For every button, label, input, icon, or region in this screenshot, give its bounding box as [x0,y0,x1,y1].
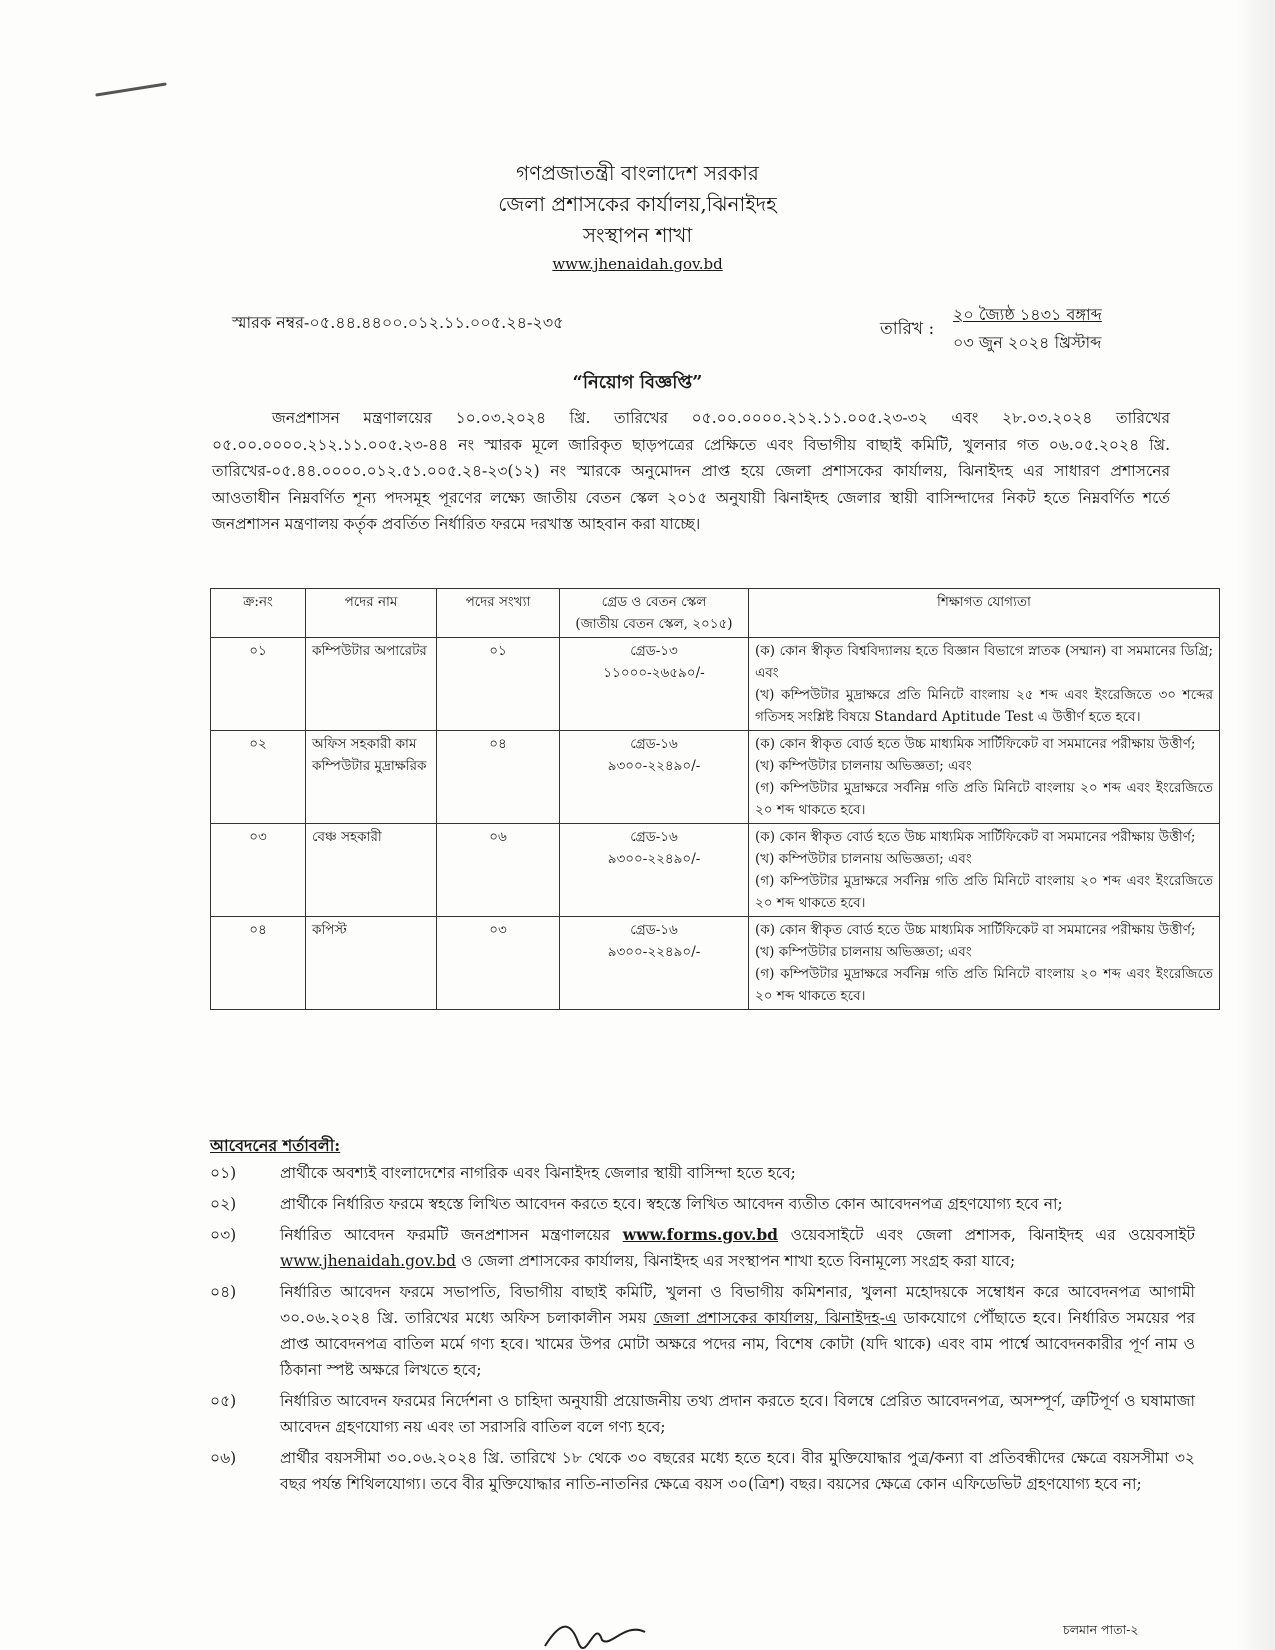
condition-text: প্রার্থীকে অবশ্যই বাংলাদেশের নাগরিক এবং ঝিনাইদহ জেলার স্থায়ী বাসিন্দা হতে হবে; [280,1164,796,1182]
table-row [211,824,1220,917]
condition-item [210,1279,1195,1383]
header-grade-line2: (জাতীয় বেতন স্কেল, ২০১৫) [575,616,733,632]
education-item: (খ) কম্পিউটার চালনায় অভিজ্ঞতা; এবং [755,758,972,774]
education-item: (খ) কম্পিউটার চালনায় অভিজ্ঞতা; এবং [755,944,972,960]
table-header-row [211,589,1220,638]
row-pay-scale: ৯৩০০-২২৪৯০/- [607,851,701,867]
notice-title: “নিয়োগ বিজ্ঞপ্তি” [572,372,703,393]
education-item: (গ) কম্পিউটার মুদ্রাক্ষরে সর্বনিম্ন গতি প্রতি মিনিটে বাংলায় ২০ শব্দ এবং ইংরেজিতে ২০ শব্দ থাকতে হবে। [755,780,1213,818]
condition-item [210,1388,1195,1440]
row-post-count: ০১ [437,638,560,731]
row-grade [560,638,749,731]
row-grade [560,731,749,824]
row-post-name: বেঞ্চ সহকারী [306,824,437,917]
row-post-name: অফিস সহকারী কাম কম্পিউটার মুদ্রাক্ষরিক [306,731,437,824]
row-grade-label: গ্রেড-১৬ [630,922,678,938]
row-pay-scale: ৯৩০০-২২৪৯০/- [607,944,701,960]
condition-text-part: ডাকযোগে পৌঁছাতে হবে। নির্ধারিত সময়ের পর প্রাপ্ত আবেদনপত্র বাতিল মর্মে গণ্য হবে। খামের উপর মোটা অক্ষরে পদের নাম, বিশেষ কোটা (যদি থাকে) এবং বাম পার্শ্বে আবেদনকারীর পূর্ণ নাম ও ঠিকানা স্পষ্ট অক্ষরে লিখতে হবে; [280,1309,1195,1379]
letterhead [0,158,1275,277]
condition-number: ০২) [210,1195,237,1213]
table-row [211,917,1220,1010]
row-post-count: ০৪ [437,731,560,824]
row-post-count: ০৬ [437,824,560,917]
intro-paragraph: জনপ্রশাসন মন্ত্রণালয়ের ১০.০৩.২০২৪ খ্রি. তারিখের ০৫.০০.০০০০.২১২.১১.০০৫.২৩-৩২ এবং ২৮.০৩.২০২৪ তারিখের ০৫.০০.০০০০.২১২.১১.০০৫.২৩-৪৪ নং স্মারক মূলে জারিকৃত ছাড়পত্রের প্রেক্ষিতে এবং বিভাগীয় বাছাই কমিটি, খুলনার গত ০৬.০৫.২০২৪ খ্রি. তারিখের-০৫.৪৪.০০০০.০১২.৫১.০০৫.২৪-২৩(১২) নং স্মারকে অনুমোদন প্রাপ্ত হয়ে জেলা প্রশাসকের কার্যালয়, ঝিনাইদহ এর সাধারণ প্রশাসনের আওতাধীন নিম্নবর্ণিত শূন্য পদসমূহ পূরণের লক্ষ্যে জাতীয় বেতন স্কেল ২০১৫ অনুযায়ী ঝিনাইদহ জেলার স্থায়ী বাসিন্দাদের নিকট হতে নিম্নবর্ণিত শর্তে জনপ্রশাসন মন্ত্রণালয় কর্তৃক প্রবর্তিত নির্ধারিত ফরমে দরখাস্ত আহবান করা যাচ্ছে। [212,409,1170,533]
memo-number: স্মারক নম্বর-০৫.৪৪.৪৪০০.০১২.১১.০০৫.২৪-২৩৫ [232,313,564,332]
condition-item [210,1191,1195,1217]
education-item: (খ) কম্পিউটার চালনায় অভিজ্ঞতা; এবং [755,851,972,867]
condition-text: নির্ধারিত আবেদন ফরমের নির্দেশনা ও চাহিদা অনুযায়ী প্রয়োজনীয় তথ্য প্রদান করতে হবে। বিলম্বে প্রেরিত আবেদনপত্র, অসম্পূর্ণ, ত্রুটিপূর্ণ ও ঘষামাজা আবেদন গ্রহণযোগ্য নয় এবং তা সরাসরি বাতিল বলে গণ্য হবে; [280,1392,1195,1436]
education-item: (ক) কোন স্বীকৃত বোর্ড হতে উচ্চ মাধ্যমিক সার্টিফিকেট বা সমমানের পরীক্ষায় উত্তীর্ণ; [755,736,1196,752]
condition-item [210,1160,1195,1186]
row-grade [560,917,749,1010]
row-serial: ০১ [211,638,306,731]
signature-mark [540,1612,650,1650]
condition-text [280,1279,1195,1383]
section-name: সংস্থাপন শাখা [582,223,693,247]
conditions-heading: আবেদনের শর্তাবলী: [210,1136,341,1155]
header-serial: ক্র:নং [211,589,306,638]
row-education [749,917,1220,1010]
header-post-count: পদের সংখ্যা [437,589,560,638]
row-serial: ০৪ [211,917,306,1010]
header-education: শিক্ষাগত যোগ্যতা [749,589,1220,638]
date-bangla: ২০ জ্যৈষ্ঠ ১৪৩১ বঙ্গাব্দ [953,305,1102,324]
condition-text: প্রার্থীর বয়সসীমা ৩০.০৬.২০২৪ খ্রি. তারিখে ১৮ থেকে ৩০ বছরের মধ্যে হতে হবে। বীর মুক্তিযোদ্ধার পুত্র/কন্যা বা প্রতিবন্ধীদের ক্ষেত্রে বয়সসীমা ৩২ বছর পর্যন্ত শিথিলযোগ্য। তবে বীর মুক্তিযোদ্ধার নাতি-নাতনির ক্ষেত্রে বয়স ৩০(ত্রিশ) বছর। বয়সের ক্ষেত্রে কোন এফিডেভিট গ্রহণযোগ্য হবে না; [280,1449,1195,1493]
condition-number: ০৫) [210,1392,237,1410]
govt-name: গণপ্রজাতন্ত্রী বাংলাদেশ সরকার [516,161,759,185]
header-post-name: পদের নাম [306,589,437,638]
continued-page-note: চলমান পাতা-২ [1063,1622,1139,1637]
website-link[interactable]: www.jhenaidah.gov.bd [552,255,723,273]
row-grade-label: গ্রেড-১৬ [630,736,678,752]
condition-number: ০৬) [210,1449,237,1467]
row-serial: ০৩ [211,824,306,917]
condition-item [210,1222,1195,1274]
row-pay-scale: ১১০০০-২৬৫৯০/- [603,665,705,681]
district-website-link[interactable]: www.jhenaidah.gov.bd [280,1252,457,1270]
date-english: ০৩ জুন ২০২৪ খ্রিস্টাব্দ [953,333,1102,352]
row-post-name: কম্পিউটার অপারেটর [306,638,437,731]
office-address-underlined: জেলা প্রশাসকের কার্যালয়, ঝিনাইদহ-এ [653,1309,897,1327]
vacancy-table [210,588,1220,1010]
condition-text-part: ও জেলা প্রশাসকের কার্যালয়, ঝিনাইদহ এর সংস্থাপন শাখা হতে বিনামূল্যে সংগ্রহ করা যাবে; [456,1252,1016,1270]
forms-website-link[interactable]: www.forms.gov.bd [622,1225,779,1244]
row-education [749,731,1220,824]
condition-item [210,1445,1195,1497]
row-grade [560,824,749,917]
date-label: তারিখ : [880,319,935,339]
row-pay-scale: ৯৩০০-২২৪৯০/- [607,758,701,774]
condition-text [280,1222,1195,1274]
header-grade [560,589,749,638]
pen-stroke-mark [95,82,167,96]
condition-text-part: ওয়েবসাইটে এবং জেলা প্রশাসক, ঝিনাইদহ এর ওয়েবসাইট [778,1226,1195,1244]
education-item: (গ) কম্পিউটার মুদ্রাক্ষরে সর্বনিম্ন গতি প্রতি মিনিটে বাংলায় ২০ শব্দ এবং ইংরেজিতে ২০ শব্দ থাকতে হবে। [755,966,1213,1004]
condition-number: ০১) [210,1164,237,1182]
row-grade-label: গ্রেড-১৬ [630,829,678,845]
education-item: (খ) কম্পিউটার মুদ্রাক্ষরে প্রতি মিনিটে বাংলায় ২৫ শব্দ এবং ইংরেজিতে ৩০ শব্দের গতিসহ সংশ্লিষ্ট বিষয়ে Standard Aptitude Test এ উত্তীর্ণ হতে হবে। [755,687,1213,725]
education-item: (ক) কোন স্বীকৃত বিশ্ববিদ্যালয় হতে বিজ্ঞান বিভাগে স্নাতক (সম্মান) বা সমমানের ডিগ্রি; এবং [755,643,1213,681]
row-grade-label: গ্রেড-১৩ [630,643,678,659]
education-item: (গ) কম্পিউটার মুদ্রাক্ষরে সর্বনিম্ন গতি প্রতি মিনিটে বাংলায় ২০ শব্দ এবং ইংরেজিতে ২০ শব্দ থাকতে হবে। [755,873,1213,911]
condition-text-part: নির্ধারিত আবেদন ফরমটি জনপ্রশাসন মন্ত্রণালয়ের [280,1226,623,1244]
row-post-count: ০৩ [437,917,560,1010]
condition-text: প্রার্থীকে নির্ধারিত ফরমে স্বহস্তে লিখিত আবেদন করতে হবে। স্বহস্তে লিখিত আবেদন ব্যতীত কোন আবেদনপত্র গ্রহণযোগ্য হবে না; [280,1195,1063,1213]
row-serial: ০২ [211,731,306,824]
condition-number: ০৩) [210,1226,237,1244]
condition-text-part: নির্ধারিত আবেদন ফরমে সভাপতি, বিভাগীয় বাছাই কমিটি, খুলনা ও বিভাগীয় কমিশনার, খুলনা মহোদয়কে সম্বোধন করে আবেদনপত্র আগামী ৩০.০৬.২০২৪ খ্রি. তারিখের মধ্যে অফিস চলাকালীন সময় [280,1283,1195,1327]
conditions-list [210,1160,1195,1502]
education-item: (ক) কোন স্বীকৃত বোর্ড হতে উচ্চ মাধ্যমিক সার্টিফিকেট বা সমমানের পরীক্ষায় উত্তীর্ণ; [755,922,1196,938]
education-item: (ক) কোন স্বীকৃত বোর্ড হতে উচ্চ মাধ্যমিক সার্টিফিকেট বা সমমানের পরীক্ষায় উত্তীর্ণ; [755,829,1196,845]
office-name: জেলা প্রশাসকের কার্যালয়,ঝিনাইদহ [498,192,777,216]
table-row [211,731,1220,824]
header-grade-line1: গ্রেড ও বেতন স্কেল [601,594,707,610]
row-education [749,638,1220,731]
row-education [749,824,1220,917]
row-post-name: কপিস্ট [306,917,437,1010]
condition-number: ০৪) [210,1283,237,1301]
table-row [211,638,1220,731]
